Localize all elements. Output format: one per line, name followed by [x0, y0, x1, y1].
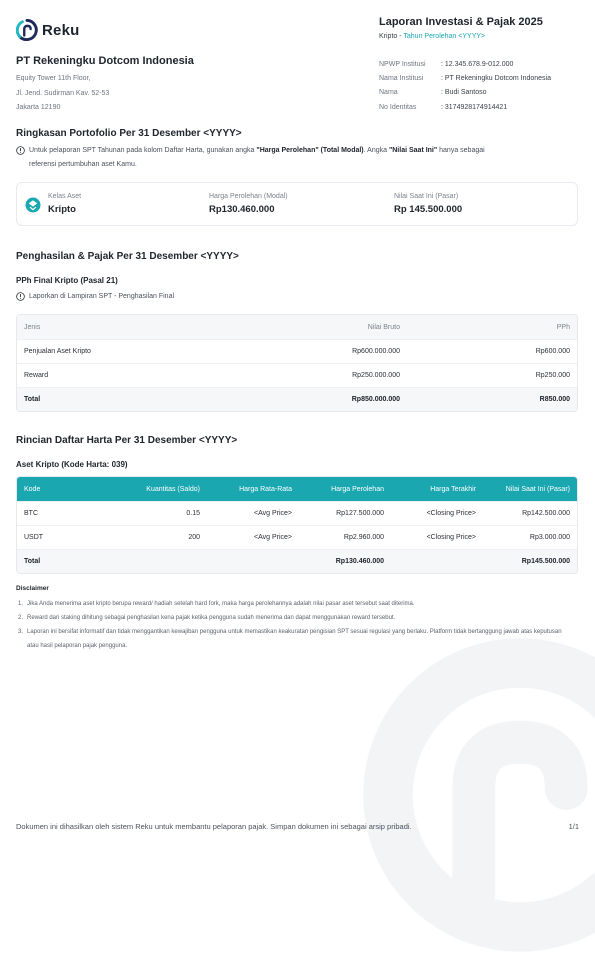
page-number: 1/1 [568, 822, 579, 831]
cell-acquisition-cost: Rp127.500.000 [299, 501, 391, 525]
report-title: Laporan Investasi & Pajak 2025 [379, 16, 543, 28]
asset-class-label: Kelas Aset [48, 193, 82, 200]
company-name: PT Rekeningku Dotcom Indonesia [16, 55, 194, 67]
table-total-row [17, 387, 577, 411]
income-note-text: Laporkan di Lampiran SPT - Penghasilan Final [29, 293, 175, 300]
disclaimer-text: Reward dari staking dihitung sebagai penghasilan kena pajak ketika pengguna sudah menerima dan dapat menggunakan reward tersebut. [27, 615, 396, 621]
info-row [379, 57, 551, 71]
info-value: : 3174928174914421 [441, 103, 508, 111]
info-row [379, 86, 551, 100]
asset-class-col [48, 193, 81, 215]
info-key: No Identitas [379, 103, 417, 111]
note-text: Untuk pelaporan SPT Tahunan pada kolom Daftar Harta, gunakan angka [29, 147, 257, 154]
cell-code: BTC [17, 501, 97, 525]
column-header: Harga Perolehan [299, 477, 391, 501]
account-info-table [379, 57, 551, 114]
reku-watermark-icon [355, 630, 595, 960]
disclaimer-item [18, 625, 567, 653]
table-header-row [17, 315, 577, 339]
acquisition-year-label: Tahun Perolehan <YYYY> [403, 33, 486, 40]
table-row [17, 525, 577, 549]
table-header-row [17, 477, 577, 501]
disclaimer-number: 1. [18, 601, 24, 607]
cell-empty [97, 549, 207, 573]
cell-quantity: 200 [97, 525, 207, 549]
income-section-title: Penghasilan & Pajak Per 31 Desember <YYYY> [16, 251, 239, 262]
company-address [16, 72, 109, 116]
cell-total-value: Rp145.500.000 [483, 549, 577, 573]
column-header: PPh [407, 315, 577, 339]
cell-total-label: Total [17, 549, 97, 573]
cell-acquisition-cost: Rp2.960.000 [299, 525, 391, 549]
cell-total-gross: Rp850.000.000 [227, 387, 407, 411]
income-note [16, 290, 174, 304]
note-emphasis: "Nilai Saat Ini" [388, 147, 438, 154]
asset-class-value: Kripto [48, 204, 76, 215]
cell-avg-price: <Avg Price> [207, 501, 299, 525]
info-row [379, 100, 551, 114]
cell-type: Reward [17, 363, 227, 387]
cell-current-value: Rp142.500.000 [483, 501, 577, 525]
crypto-coin-icon [25, 197, 41, 213]
report-subtitle-prefix: Kripto - [379, 33, 404, 40]
income-subtitle: PPh Final Kripto (Pasal 21) [16, 276, 118, 285]
cell-type: Penjualan Aset Kripto [17, 339, 227, 363]
table-row [17, 501, 577, 525]
disclaimer-number: 3. [18, 629, 24, 635]
cell-quantity: 0.15 [97, 501, 207, 525]
info-row [379, 71, 551, 85]
cell-gross: Rp250.000.000 [227, 363, 407, 387]
address-line: Jakarta 12190 [16, 104, 61, 111]
note-text: . Angka [363, 147, 389, 154]
cell-empty [207, 549, 299, 573]
table-total-row [17, 549, 577, 573]
assets-section-title: Rincian Daftar Harta Per 31 Desember <YYYY> [16, 435, 238, 446]
cell-current-value: Rp3.000.000 [483, 525, 577, 549]
current-value-label: Nilai Saat Ini (Pasar) [394, 193, 459, 200]
info-value: : PT Rekeningku Dotcom Indonesia [441, 74, 551, 82]
cell-total-tax: R850.000 [407, 387, 577, 411]
cell-empty [391, 549, 483, 573]
cell-gross: Rp600.000.000 [227, 339, 407, 363]
portfolio-section-title: Ringkasan Portofolio Per 31 Desember <YYYY> [16, 128, 242, 139]
brand-name: Reku [42, 21, 80, 39]
info-value: : 12.345.678.9-012.000 [441, 60, 514, 68]
cell-total-label: Total [17, 387, 227, 411]
column-header: Harga Rata-Rata [207, 477, 299, 501]
disclaimer-list [18, 597, 567, 653]
footer-note: Dokumen ini dihasilkan oleh sistem Reku untuk membantu pelaporan pajak. Simpan dokumen ini sebagai arsip pribadi. [16, 822, 412, 831]
cell-last-price: <Closing Price> [391, 525, 483, 549]
acquisition-cost-value: Rp130.460.000 [209, 204, 275, 215]
column-header: Nilai Bruto [227, 315, 407, 339]
info-value: : Budi Santoso [441, 89, 487, 97]
report-subtitle [379, 33, 485, 40]
income-tax-table [16, 314, 578, 412]
acquisition-cost-col [209, 193, 288, 215]
cell-avg-price: <Avg Price> [207, 525, 299, 549]
disclaimer-item [18, 597, 567, 611]
column-header: Kode [17, 477, 97, 501]
info-key: Nama Institusi [379, 74, 424, 82]
portfolio-note-text [29, 144, 485, 172]
info-icon [16, 292, 25, 301]
cell-code: USDT [17, 525, 97, 549]
cell-tax: Rp250.000 [407, 363, 577, 387]
address-line: Jl. Jend. Sudirman Kav. 52-53 [16, 89, 110, 97]
address-line: Equity Tower 11th Floor, [16, 75, 91, 82]
cell-total-cost: Rp130.460.000 [299, 549, 391, 573]
cell-last-price: <Closing Price> [391, 501, 483, 525]
info-key: NPWP Institusi [379, 60, 426, 68]
disclaimer-text: Jika Anda menerima aset kripto berupa reward/ hadiah setelah hard fork, maka harga perolehannya adalah nilai pasar aset tersebut saat diterima. [27, 601, 415, 607]
info-icon [16, 146, 25, 155]
note-emphasis: "Harga Perolehan" (Total Modal) [256, 147, 364, 154]
column-header: Harga Terakhir [391, 477, 483, 501]
current-value-col [394, 193, 462, 215]
note-text: hanya sebagai [437, 147, 485, 154]
brand-logo [16, 19, 79, 41]
column-header: Jenis [17, 315, 227, 339]
cell-tax: Rp600.000 [407, 339, 577, 363]
info-key: Nama [379, 89, 398, 97]
note-text: referensi pertumbuhan aset Kamu. [29, 161, 137, 168]
assets-subtitle: Aset Kripto (Kode Harta: 039) [16, 460, 128, 469]
column-header: Kuantitas (Saldo) [97, 477, 207, 501]
reku-logo-icon [16, 19, 38, 41]
disclaimer-title: Disclaimer [16, 585, 49, 592]
portfolio-summary-card [16, 182, 578, 226]
disclaimer-number: 2. [18, 615, 24, 621]
table-row [17, 363, 577, 387]
current-value-amount: Rp 145.500.000 [394, 204, 463, 215]
disclaimer-item [18, 611, 567, 625]
disclaimer-text: Laporan ini bersifat informatif dan tidak menggantikan kewajiban pengguna untuk memastikan keakuratan pengisian SPT sesuai regulasi yang berlaku. Platform tidak bertanggung jawab atas keputusan atau hasil pelaporan pajak pengguna. [27, 629, 562, 649]
acquisition-cost-label: Harga Perolehan (Modal) [209, 193, 288, 200]
table-row [17, 339, 577, 363]
column-header: Nilai Saat Ini (Pasar) [483, 477, 577, 501]
portfolio-note [16, 144, 578, 172]
asset-list-table [16, 476, 578, 574]
